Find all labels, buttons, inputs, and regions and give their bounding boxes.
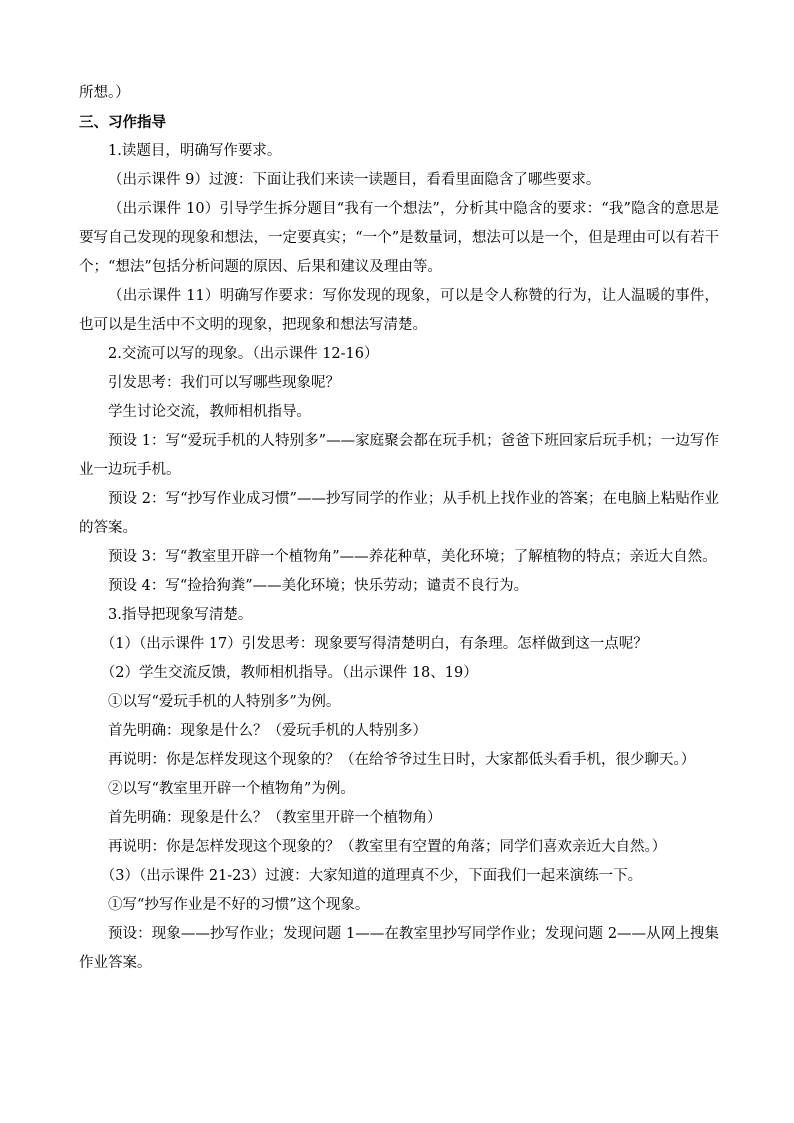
paragraph: 2.交流可以写的现象。（出示课件 12-16） — [108, 346, 379, 362]
paragraph: 再说明：你是怎样发现这个现象的？（教室里有空置的角落；同学们喜欢亲近大自然。） — [108, 839, 667, 855]
paragraph: 预设 2：写“抄写作业成习惯”——抄写同学的作业；从手机上找作业的答案；在电脑上粘贴作业的答案。 — [79, 491, 719, 536]
paragraph: ①以写“爱玩手机的人特别多”为例。 — [108, 694, 341, 710]
paragraph: 1.读题目，明确写作要求。 — [108, 143, 282, 159]
paragraph: 预设 4：写“捡拾狗粪”——美化环境；快乐劳动；谴责不良行为。 — [108, 578, 529, 594]
paragraph: 学生讨论交流，教师相机指导。 — [108, 404, 311, 420]
paragraph: （2）学生交流反馈，教师相机指导。（出示课件 18、19） — [100, 665, 478, 681]
document-body — [79, 79, 719, 978]
paragraph: ②以写“教室里开辟一个植物角”为例。 — [108, 781, 355, 797]
paragraph: 所想。） — [79, 85, 130, 101]
paragraph: （3）（出示课件 21-23）过渡：大家知道的道理真不少，下面我们一起来演练一下。 — [100, 868, 643, 884]
paragraph: （1）（出示课件 17）引发思考：现象要写得清楚明白，有条理。怎样做到这一点呢？ — [100, 636, 648, 652]
paragraph: 引发思考：我们可以写哪些现象呢？ — [108, 375, 340, 391]
paragraph: 首先明确：现象是什么？（教室里开辟一个植物角） — [108, 810, 442, 826]
paragraph: 预设：现象——抄写作业；发现问题 1——在教室里抄写同学作业；发现问题 2——从网上搜集作业答案。 — [79, 926, 719, 971]
section-heading: 三、习作指导 — [79, 114, 166, 131]
paragraph: 首先明确：现象是什么？（爱玩手机的人特别多） — [108, 723, 427, 739]
paragraph: （出示课件 9）过渡：下面让我们来读一读题目，看看里面隐含了哪些要求。 — [108, 172, 601, 188]
paragraph: ①写“抄写作业是不好的习惯”这个现象。 — [108, 897, 370, 913]
paragraph: 再说明：你是怎样发现这个现象的？（在给爷爷过生日时，大家都低头看手机，很少聊天。） — [108, 752, 696, 768]
paragraph: 预设 3：写“教室里开辟一个植物角”——养花种草，美化环境；了解植物的特点；亲近大自然。 — [108, 549, 717, 565]
paragraph: 3.指导把现象写清楚。 — [108, 607, 253, 623]
paragraph: 预设 1：写“爱玩手机的人特别多”——家庭聚会都在玩手机；爸爸下班回家后玩手机；一边写作业一边玩手机。 — [79, 433, 719, 478]
paragraph: （出示课件 10）引导学生拆分题目“我有一个想法”，分析其中隐含的要求：“我”隐含的意思是要写自己发现的现象和想法，一定要真实；“一个”是数量词，想法可以是一个，但是理由可以有若干个；“想法”包括分析问题的原因、后果和建议及理由等。 — [79, 201, 719, 275]
paragraph: （出示课件 11）明确写作要求：写你发现的现象，可以是令人称赞的行为，让人温暖的事件，也可以是生活中不文明的现象，把现象和想法写清楚。 — [79, 288, 719, 333]
